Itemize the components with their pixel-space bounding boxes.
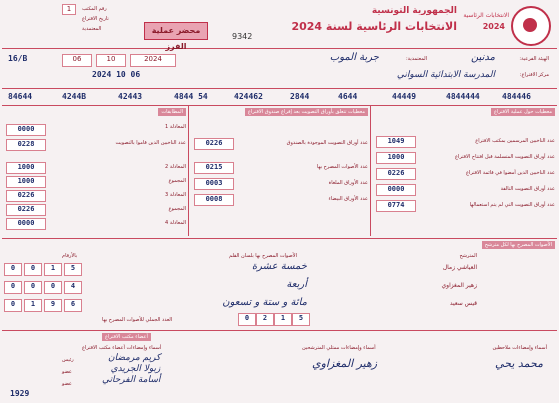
equation-4-label: المعادلة 4	[165, 220, 186, 226]
sum-2-value[interactable]: 1000	[6, 176, 46, 188]
ballot-box-title: معطيات تتعلق بأوراق التصويت بعد إفراغ صندوق الاقتراع	[245, 108, 368, 116]
votes-in-words: خمسة عشرة	[251, 261, 307, 272]
candidate-name: العياشي زمال	[442, 264, 477, 271]
role-member: عضو	[62, 369, 72, 375]
side-code: 16/B	[8, 54, 28, 63]
reconciliation-section	[2, 108, 188, 228]
candidate-name: زهير المغزاوي	[441, 282, 477, 289]
vote-digit[interactable]: 0	[24, 263, 42, 276]
equation-2-label: المعادلة 2	[165, 164, 186, 170]
reps-header: أسماء وإمضاءات ممثلي المترشحين	[302, 345, 376, 351]
office-number-cell[interactable]: 1	[62, 4, 76, 15]
equation-2-value[interactable]: 1000	[6, 162, 46, 174]
id-number-6: 2844	[290, 92, 310, 101]
divider	[188, 106, 189, 236]
votes-in-words: أربعة	[286, 279, 307, 290]
isie-logo	[511, 6, 551, 46]
vote-digit[interactable]: 9	[44, 299, 62, 312]
bottom-code: 1929	[10, 389, 30, 398]
sum-3-value[interactable]: 0226	[6, 204, 46, 216]
ballots-received-value[interactable]: 1000	[376, 152, 416, 164]
ballots-in-box-label: عدد أوراق التصويت الموجودة بالصندوق	[286, 140, 368, 146]
signed-voters-value[interactable]: 0226	[376, 168, 416, 180]
vote-digit[interactable]: 6	[64, 299, 82, 312]
id-number-1: 84644	[8, 92, 33, 101]
candidate-column-header: المترشح	[459, 253, 477, 259]
id-number-10: 484446	[502, 92, 531, 101]
ballots-in-box-value[interactable]: 0226	[194, 138, 234, 150]
unused-ballots-value[interactable]: 0774	[376, 200, 416, 212]
vote-digit[interactable]: 0	[4, 299, 22, 312]
digits-column-header: بالأرقام	[62, 253, 78, 259]
id-number-9: 4844444	[446, 92, 480, 101]
declared-votes-label: عدد الأصوات المصرح بها	[316, 164, 368, 170]
equation-4-value[interactable]: 0000	[6, 218, 46, 230]
date-day-cell[interactable]: 06	[62, 54, 92, 67]
id-number-8: 44449	[392, 92, 417, 101]
form-code: 9342	[232, 32, 253, 41]
annulled-ballots-value[interactable]: 0003	[194, 178, 234, 190]
center-label: مركز الاقتراع:	[519, 72, 549, 78]
vote-digit[interactable]: 0	[4, 281, 22, 294]
declared-votes-value[interactable]: 0215	[194, 162, 234, 174]
observer-names: محمد يحي	[495, 357, 543, 370]
reps-names: زهير المغزاوي	[312, 357, 378, 370]
form-name-badge: محضر عملية الفرز	[144, 22, 208, 40]
candidate-row	[2, 279, 557, 293]
registered-voters-label: عدد الناخبين المرسمين بمكتب الاقتراع	[475, 138, 555, 144]
total-label: العدد الجملي للأصوات المصرح بها	[102, 317, 173, 323]
logo-text: الانتخابات الرئاسية	[463, 12, 509, 19]
role-member: عضو	[62, 381, 72, 387]
spoiled-ballots-label: عدد أوراق التصويت التالفة	[500, 186, 555, 192]
role-president: رئيس	[62, 357, 74, 363]
date-written: 2024 10 06	[92, 70, 141, 79]
voting-data-section	[372, 108, 557, 228]
unused-ballots-label: عدد أوراق التصويت التي لم يتم استعمالها	[469, 202, 555, 208]
delegation-value: جربة الموب	[329, 52, 379, 63]
reconciliation-title: المطابقات	[158, 108, 186, 116]
blank-ballots-label: عدد الأوراق البيضاء	[328, 196, 368, 202]
date-boxes	[62, 54, 262, 84]
candidate-name: قيس سعيد	[449, 300, 477, 307]
id-number-4: 4844 54	[174, 92, 208, 101]
region-value: مدنين	[470, 52, 495, 63]
equation-3-label: المعادلة 3	[165, 192, 186, 198]
voters-who-voted-label: عدد الناخبين الذين قاموا بالتصويت	[115, 140, 186, 146]
election-title: الانتخابات الرئاسية لسنة 2024	[291, 20, 457, 33]
date-year-cell[interactable]: 2024	[130, 54, 176, 67]
date-month-cell[interactable]: 10	[96, 54, 126, 67]
sum-2-label: المجموع	[168, 178, 186, 184]
observers-header: أسماء وإمضاءات ملاحظين	[492, 345, 547, 351]
id-number-7: 4644	[338, 92, 358, 101]
candidate-row	[2, 261, 557, 275]
total-digit[interactable]: 1	[274, 313, 292, 326]
equation-3-value[interactable]: 0226	[6, 190, 46, 202]
center-value: المدرسة الابتدائية السواني	[396, 70, 495, 80]
id-number-3: 42443	[118, 92, 143, 101]
vote-digit[interactable]: 1	[24, 299, 42, 312]
total-digit[interactable]: 2	[256, 313, 274, 326]
vote-digit[interactable]: 0	[24, 281, 42, 294]
results-section	[2, 238, 557, 329]
vote-digit[interactable]: 4	[64, 281, 82, 294]
members-header: أسماء وإمضاءات أعضاء مكتب الاقتراع	[82, 345, 162, 351]
ballot-box-section	[190, 108, 370, 228]
signatures-title: أعضاء مكتب الاقتراع	[102, 333, 151, 341]
id-number-strip	[2, 91, 557, 106]
polling-info	[2, 50, 557, 89]
office-info: رقم المكتب 1 تاريخ الاقتراع المعتمدية	[22, 4, 134, 42]
vote-digit[interactable]: 1	[44, 263, 62, 276]
annulled-ballots-label: عدد الأوراق الملغاة	[328, 180, 368, 186]
total-digit[interactable]: 0	[238, 313, 256, 326]
members-names: كريم مرمضان زبولا الجريدي أسامة الفرحاتي	[102, 353, 161, 385]
total-digit[interactable]: 5	[292, 313, 310, 326]
vote-digit[interactable]: 0	[4, 263, 22, 276]
sum-3-label: المجموع	[168, 206, 186, 212]
equation-1-value[interactable]: 0000	[6, 124, 46, 136]
voters-who-voted-value[interactable]: 0228	[6, 139, 46, 151]
votes-in-words: مائة و ستة و تسعون	[222, 297, 307, 308]
spoiled-ballots-value[interactable]: 0000	[376, 184, 416, 196]
voting-data-title: معطيات حول عملية الاقتراع	[491, 108, 555, 116]
region-label: الهيئة الفرعية:	[519, 56, 549, 62]
id-number-5: 424462	[234, 92, 263, 101]
logo-year: 2024	[482, 22, 505, 31]
republic-title: الجمهورية التونسية	[371, 6, 457, 16]
delegation-label: المعتمدية:	[406, 56, 427, 62]
form-header	[2, 2, 557, 49]
registered-voters-value[interactable]: 1049	[376, 136, 416, 148]
vote-digit[interactable]: 0	[44, 281, 62, 294]
signed-voters-label: عدد الناخبين الذين أمضوا في قائمة الاقتراع	[465, 170, 555, 176]
signatures-section	[2, 330, 557, 403]
words-column-header: الأصوات المصرح بها بلسان القلم	[229, 253, 297, 259]
divider	[370, 106, 371, 236]
id-number-2: 4244B	[62, 92, 87, 101]
ballots-received-label: عدد أوراق التصويت المتسلمة قبل افتتاح الاقتراع	[454, 154, 555, 160]
blank-ballots-value[interactable]: 0008	[194, 194, 234, 206]
results-title: الأصوات المصرح بها لكل مترشح	[482, 241, 555, 249]
equation-1-label: المعادلة 1	[165, 124, 186, 130]
candidate-row	[2, 297, 557, 311]
total-digits	[238, 313, 318, 327]
vote-digit[interactable]: 5	[64, 263, 82, 276]
